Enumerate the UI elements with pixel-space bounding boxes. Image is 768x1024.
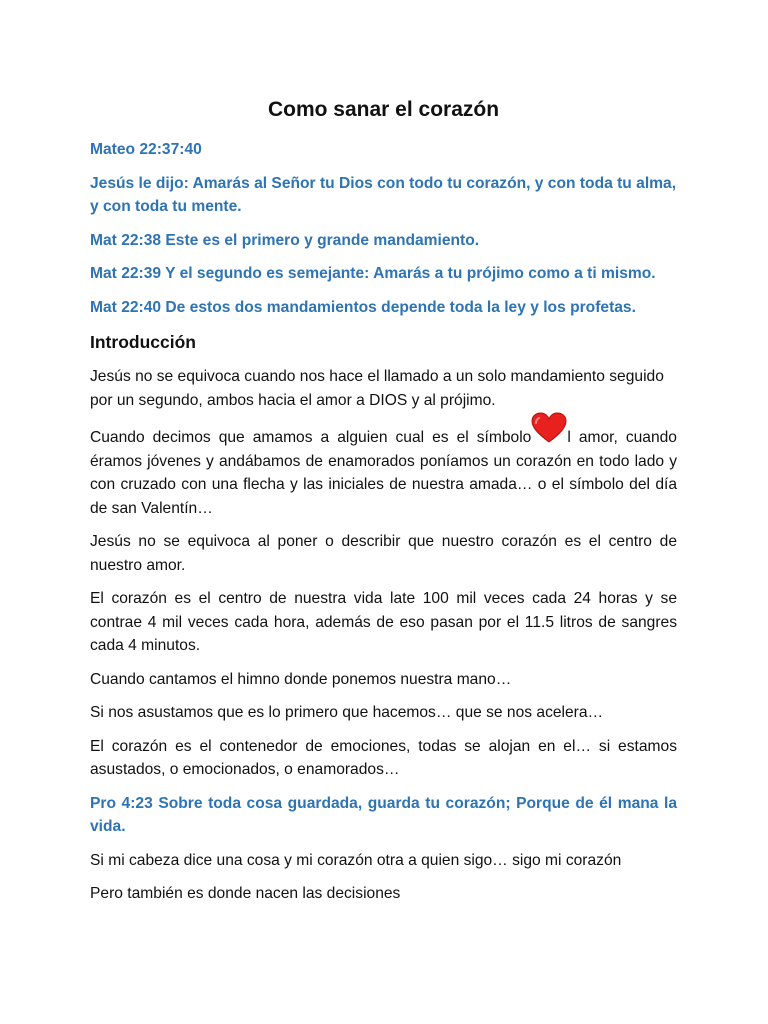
heart-icon-svg bbox=[531, 412, 567, 444]
verse-mat-22-38: Mat 22:38 Este es el primero y grande mandamiento. bbox=[90, 231, 480, 249]
paragraph: El corazón es el contenedor de emociones, todas se alojan en el… si estamos asustados, o emocionados, o enamorados… bbox=[90, 737, 677, 778]
verse-text: Jesús le dijo: Amarás al Señor tu Dios con todo tu corazón, y con toda tu alma, y con toda tu mente. bbox=[90, 174, 677, 215]
paragraph: Si nos asustamos que es lo primero que hacemos… que se nos acelera… bbox=[90, 704, 604, 721]
verse-mat-22-40: Mat 22:40 De estos dos mandamientos depende toda la ley y los profetas. bbox=[90, 298, 636, 316]
paragraph: Cuando cantamos el himno donde ponemos nuestra mano… bbox=[90, 670, 512, 688]
verse-reference: Mateo 22:37:40 bbox=[90, 141, 202, 158]
paragraph: Jesús no se equivoca al poner o describir que nuestro corazón es el centro de nuestro amor. bbox=[90, 533, 677, 574]
document-title: Como sanar el corazón bbox=[267, 98, 500, 121]
paragraph: El corazón es el centro de nuestra vida late 100 mil veces cada 24 horas y se contrae 4 mil veces cada hora, además de eso pasan por el 11.5 litros de sangres cada 4 minutos. bbox=[90, 590, 677, 654]
paragraph: Si mi cabeza dice una cosa y mi corazón otra a quien sigo… sigo mi corazón bbox=[90, 851, 622, 869]
paragraph: Jesús no se equivoca cuando nos hace el llamado a un solo mandamiento seguido por un segundo, ambos hacia el amor a DIOS y al prójimo. bbox=[90, 368, 664, 409]
paragraph-with-heart bbox=[90, 422, 677, 520]
heart-icon bbox=[531, 422, 567, 442]
paragraph-text: l amor, cuando éramos jóvenes y andábamos de enamorados poníamos un corazón en todo lado y con cruzado con una flecha y las iniciales de nuestra amada… o el símbolo del día de san Valentín… bbox=[90, 429, 677, 517]
verse-mat-22-39: Mat 22:39 Y el segundo es semejante: Amarás a tu prójimo como a ti mismo. bbox=[90, 265, 656, 282]
section-heading-introduccion: Introducción bbox=[90, 332, 196, 352]
document-page bbox=[90, 96, 677, 916]
paragraph-text: Cuando decimos que amamos a alguien cual es el símbolo bbox=[90, 429, 532, 446]
verse-pro-4-23: Pro 4:23 Sobre toda cosa guardada, guarda tu corazón; Porque de él mana la vida. bbox=[90, 794, 677, 835]
paragraph: Pero también es donde nacen las decisiones bbox=[90, 885, 401, 902]
